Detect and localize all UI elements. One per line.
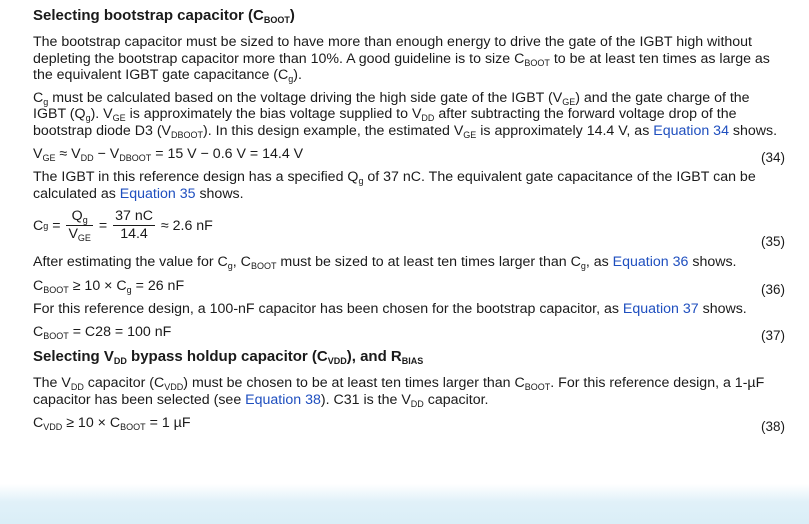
equation-35: C g = $\frac{Q_g}{V_{GE}}$ = $\frac{37 nC}{14.4}$ ≈ 2.6 nF (35) [33, 208, 785, 249]
fraction-qg-vge: $\frac{Q_g}{V_{GE}}$ [68, 208, 91, 243]
equation-35-link[interactable]: Equation 35 [119, 185, 196, 202]
equation-number: (36) [760, 281, 785, 297]
document-page [33, 6, 785, 438]
equation-number: (34) [760, 150, 785, 165]
page-edge-overlay [0, 484, 809, 524]
paragraph-cboot-chosen: For this reference design, a 100-nF capacitor has been chosen for the bootstrap capacitor, as Equation 37 shows. [33, 300, 747, 317]
equation-37-link[interactable]: Equation 37 [622, 300, 699, 317]
section-heading-vdd-bypass: Selecting $V_{DD}$ bypass holdup capacitor $(C_{VDD})$, and $R_{BIAS}$ [33, 348, 424, 366]
paragraph-vdd-capacitor: The $V_{DD}$ capacitor $(C_{VDD})$ must be chosen to be at least ten times larger than $C_{BOOT}$. For this reference design, a 1-µF capacitor has been selected (see Equation 38). C31 is the $V_{DD}$ capacitor. [33, 375, 765, 409]
equation-38-link[interactable]: Equation 38 [245, 391, 321, 408]
equation-36: $C_{BOOT} \ge 10 \times C_g = 26$ nF (36) [33, 277, 785, 297]
paragraph-igbt-charge: The IGBT in this reference design has a specified $Q_g$ of 37 nC. The equivalent gate capacitance of the IGBT can be calculated as Equation 35 shows. [33, 169, 756, 202]
equation-number: (38) [760, 419, 785, 434]
equation-number: (35) [760, 234, 785, 249]
equation-34: $V_{GE} \approx V_{DD} - V_{DBOOT} = 15$ V − 0.6 V = 14.4 V (34) [33, 146, 785, 165]
paragraph-bootstrap-intro: The bootstrap capacitor must be sized to have more than enough energy to drive the gate of the IGBT high without depleting the bootstrap capacitor more than 10%. A good guideline is to size $C_{BOOT}$ to be at least ten times as large as the equivalent IGBT gate capacitance $(C_g)$. [33, 34, 770, 84]
section-heading-bootstrap [33, 6, 785, 25]
equation-36-link[interactable]: Equation 36 [612, 254, 689, 270]
equation-34-link[interactable]: Equation 34 [653, 122, 729, 139]
equation-37: $C_{BOOT} = C28 = 100$ nF (37) [33, 324, 785, 343]
fraction-37nc-14-4: $\frac{37 nC}{14.4}$ [115, 208, 153, 242]
heading-sub: BOOT [263, 15, 290, 25]
paragraph-gate-capacitance: $C_g$ must be calculated based on the voltage driving the high side gate of the IGBT $(V_{GE})$ and the gate charge of the IGBT $(Q_g)$. $V_{GE}$ is approximately the bias voltage supplied to $V_{DD}$ after subtracting the forward voltage drop of the bootstrap diode D3 $(V_{DBOOT})$. In this design example, the estimated $V_{GE}$ is approximately 14.4 V, as Equation 34 shows. [33, 89, 778, 140]
paragraph-cboot-sizing: After estimating the value for $C_g$, $C_{BOOT}$ must be sized to at least ten times larger than $C_g$, as Equation 36 shows. [33, 254, 737, 271]
heading-text: Selecting bootstrap capacitor (C [33, 7, 264, 24]
heading-text: ) [289, 7, 295, 24]
equation-38: $C_{VDD} \ge 10 \times C_{BOOT} = 1$ µF (38) [33, 415, 785, 434]
equation-number: (37) [760, 328, 785, 343]
